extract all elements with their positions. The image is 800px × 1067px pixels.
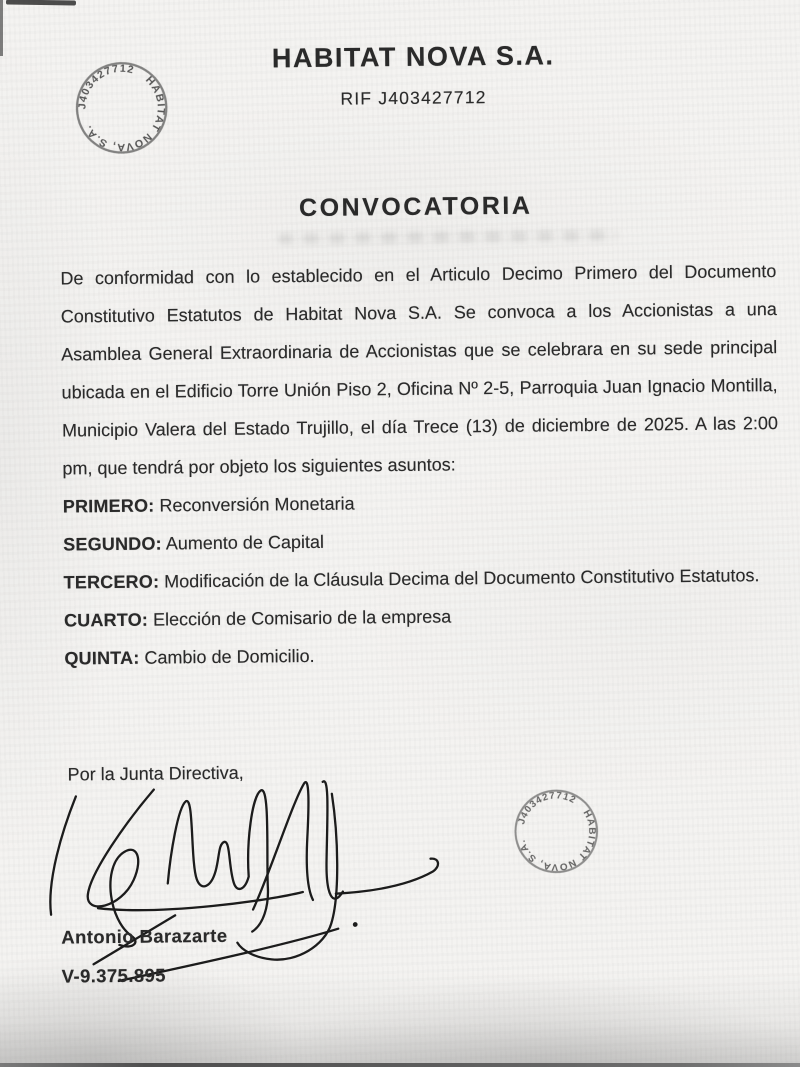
- agenda-label: QUINTA:: [64, 647, 140, 669]
- agenda-text: Aumento de Capital: [165, 531, 325, 554]
- svg-text:J403427712: [511, 775, 581, 840]
- agenda-text: Reconversión Monetaria: [159, 493, 355, 516]
- agenda-item-quinta: [64, 632, 780, 677]
- agenda-text: Elección de Comisario de la empresa: [152, 606, 452, 630]
- agenda-label: CUARTO:: [63, 609, 149, 631]
- scan-artifact-bottom-edge: [0, 1063, 800, 1067]
- stamp-seal-icon: [483, 758, 629, 904]
- stamp-rif-arc-text: J403427712: [516, 790, 579, 826]
- closing-line: Por la Junta Directiva,: [67, 762, 244, 785]
- scan-artifact-top-edge: [6, 0, 76, 5]
- agenda-label: TERCERO:: [63, 571, 160, 593]
- scan-artifact-left-edge: [0, 0, 3, 56]
- agenda-text: Cambio de Domicilio.: [144, 645, 315, 668]
- agenda-item-tercero: [63, 556, 779, 601]
- document-body: [60, 252, 780, 677]
- stamp-company-arc-text: HABITAT NOVA, S.A.: [82, 74, 166, 153]
- signer-name: Antonio Barazarte: [61, 924, 228, 948]
- scan-ghost-smudge: [278, 230, 618, 245]
- company-title: HABITAT NOVA S.A.: [271, 40, 555, 74]
- signer-id: V-9.375.895: [61, 964, 167, 987]
- agenda-label: PRIMERO:: [62, 495, 155, 517]
- rif-number: RIF J403427712: [340, 87, 487, 109]
- stamp-rif-arc-text: J403427712: [77, 63, 136, 110]
- stamp-company-arc-text: HABITAT NOVA, S.A.: [516, 808, 598, 873]
- body-paragraph: De conformidad con lo establecido en el Articulo Decimo Primero del Documento Constitutivo Estatutos de Habitat Nova S.A. Se convoca a los Accionistas a una Asamblea General Extraordinaria de Accionistas que se celebrara en su sede principal ubicada en el Edificio Torre Unión Piso 2, Oficina Nº 2-5, Parroquia Juan Ignacio Montilla, Municipio Valera del Estado Trujillo, el día Trece (13) de diciembre de 2025. A las 2:00 pm, que tendrá por objeto los siguientes asuntos:: [60, 261, 779, 479]
- agenda-label: SEGUNDO:: [63, 533, 162, 555]
- document-title: CONVOCATORIA: [298, 191, 533, 223]
- agenda-list: [63, 480, 781, 677]
- agenda-text: Modificación de la Cláusula Decima del Documento Constitutivo Estatutos.: [164, 565, 760, 592]
- company-round-stamp-bottom: [483, 758, 629, 904]
